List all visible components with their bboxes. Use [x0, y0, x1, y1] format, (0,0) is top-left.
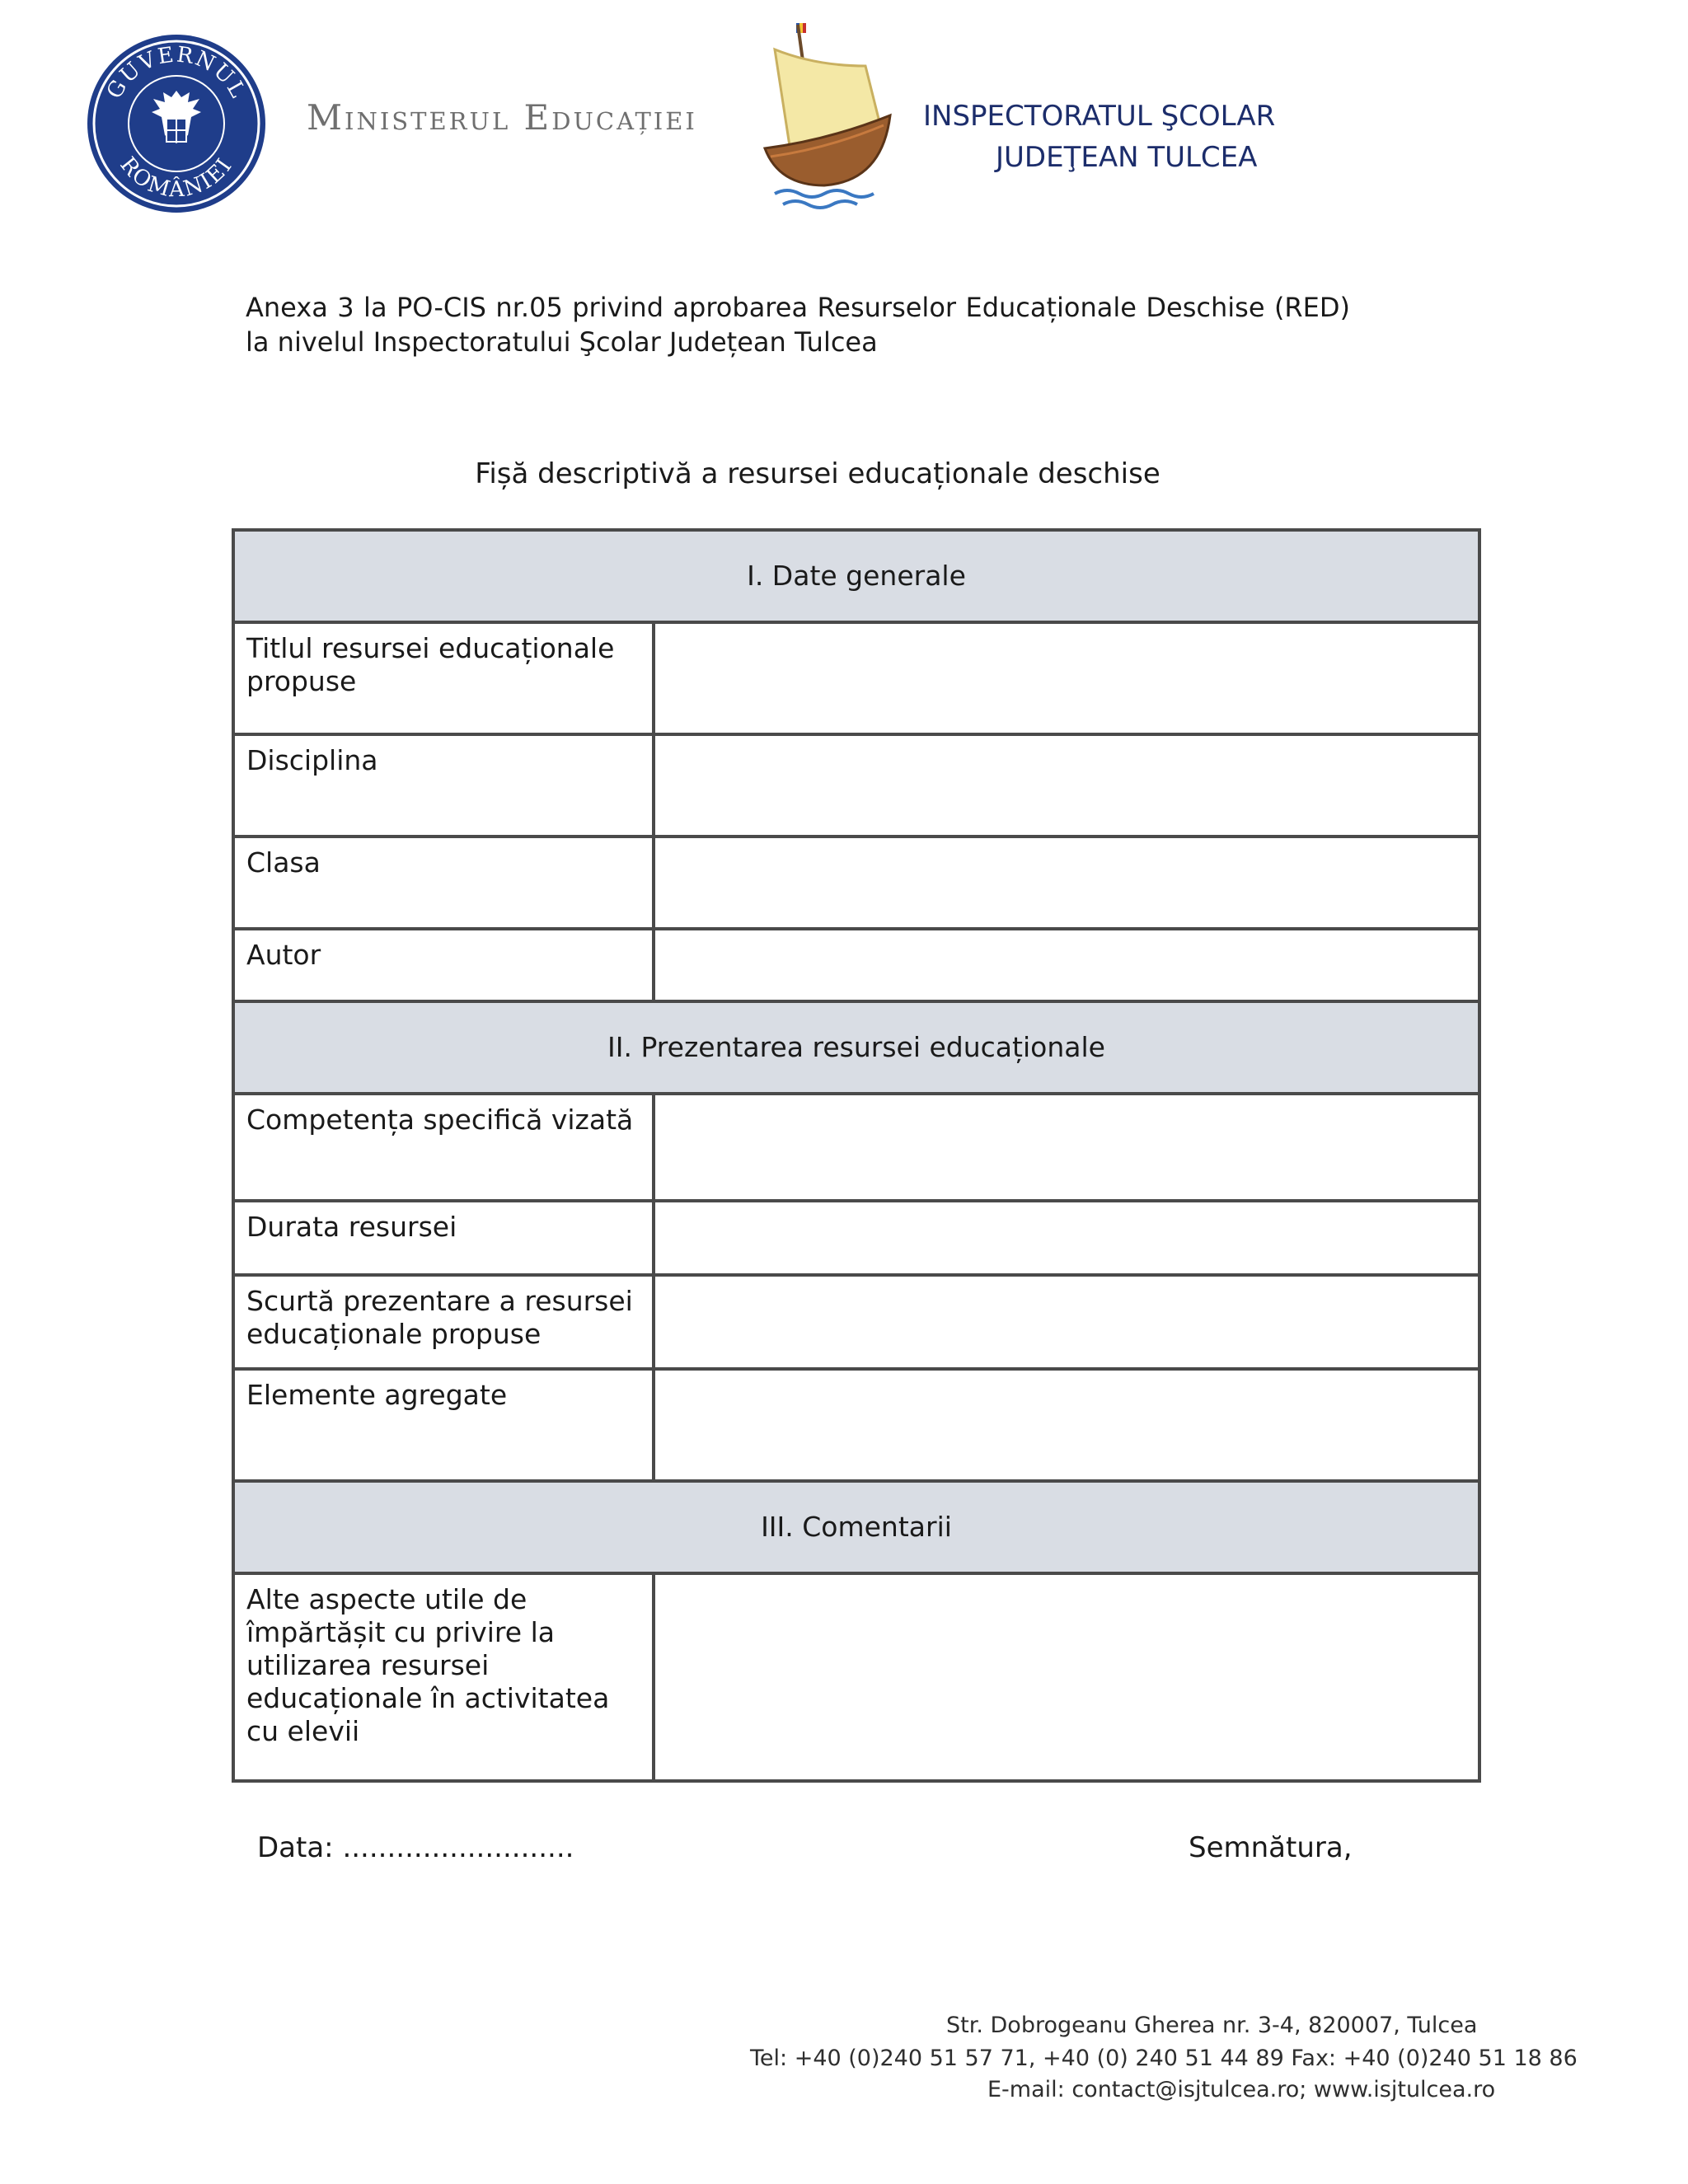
inspectorate-line-1: INSPECTORATUL ŞCOLAR	[923, 100, 1276, 133]
field-author[interactable]	[654, 929, 1479, 1001]
row-label-title: Titlul resursei educaționale propuse	[233, 622, 654, 734]
row-label-author: Autor	[233, 929, 654, 1001]
field-duration[interactable]	[654, 1201, 1479, 1275]
inspectorate-name	[923, 96, 1335, 178]
footer-address: Str. Dobrogeanu Gherea nr. 3-4, 820007, Tulcea	[946, 2013, 1478, 2038]
row-label-class: Clasa	[233, 837, 654, 929]
field-class[interactable]	[654, 837, 1479, 929]
seal-text-bottom: ROMÂNIEI	[115, 152, 238, 203]
inspectorate-line-2: JUDEŢEAN TULCEA	[996, 141, 1258, 174]
section-header-general: I. Date generale	[233, 530, 1479, 622]
footer-phones: Tel: +40 (0)240 51 57 71, +40 (0) 240 51 44 89 Fax: +40 (0)240 51 18 86	[750, 2046, 1578, 2071]
field-aggregated-elements[interactable]	[654, 1369, 1479, 1481]
row-label-aggregated-elements: Elemente agregate	[233, 1369, 654, 1481]
field-other-aspects[interactable]	[654, 1573, 1479, 1781]
date-field: Data: ..........................	[257, 1831, 574, 1864]
government-seal-logo	[86, 33, 267, 214]
seal-text-top: GUVERNUL	[101, 42, 251, 104]
field-discipline[interactable]	[654, 734, 1479, 837]
resource-form-table	[232, 528, 1481, 1783]
signature-label: Semnătura,	[1189, 1831, 1353, 1864]
annex-reference: Anexa 3 la PO-CIS nr.05 privind aprobarea Resurselor Educaționale Deschise (RED) la nivelul Inspectoratului Şcolar Județean Tulcea	[246, 292, 1350, 358]
section-header-presentation: II. Prezentarea resursei educaționale	[233, 1001, 1479, 1094]
row-label-competence: Competența specifică vizată	[233, 1094, 654, 1201]
row-label-duration: Durata resursei	[233, 1201, 654, 1275]
row-label-short-presentation: Scurtă prezentare a resursei educaționale propuse	[233, 1275, 654, 1369]
field-title[interactable]	[654, 622, 1479, 734]
inspectorate-boat-logo	[758, 16, 898, 214]
footer-email: E-mail: contact@isjtulcea.ro; www.isjtulcea.ro	[987, 2077, 1496, 2102]
row-label-other-aspects: Alte aspecte utile de împărtășit cu privire la utilizarea resursei educaționale în activitatea cu elevii	[233, 1573, 654, 1781]
ministry-name: Ministerul Educației	[307, 97, 697, 138]
document-title: Fișă descriptivă a resursei educaționale deschise	[475, 457, 1160, 490]
field-competence[interactable]	[654, 1094, 1479, 1201]
row-label-discipline: Disciplina	[233, 734, 654, 837]
section-header-comments: III. Comentarii	[233, 1481, 1479, 1573]
field-short-presentation[interactable]	[654, 1275, 1479, 1369]
